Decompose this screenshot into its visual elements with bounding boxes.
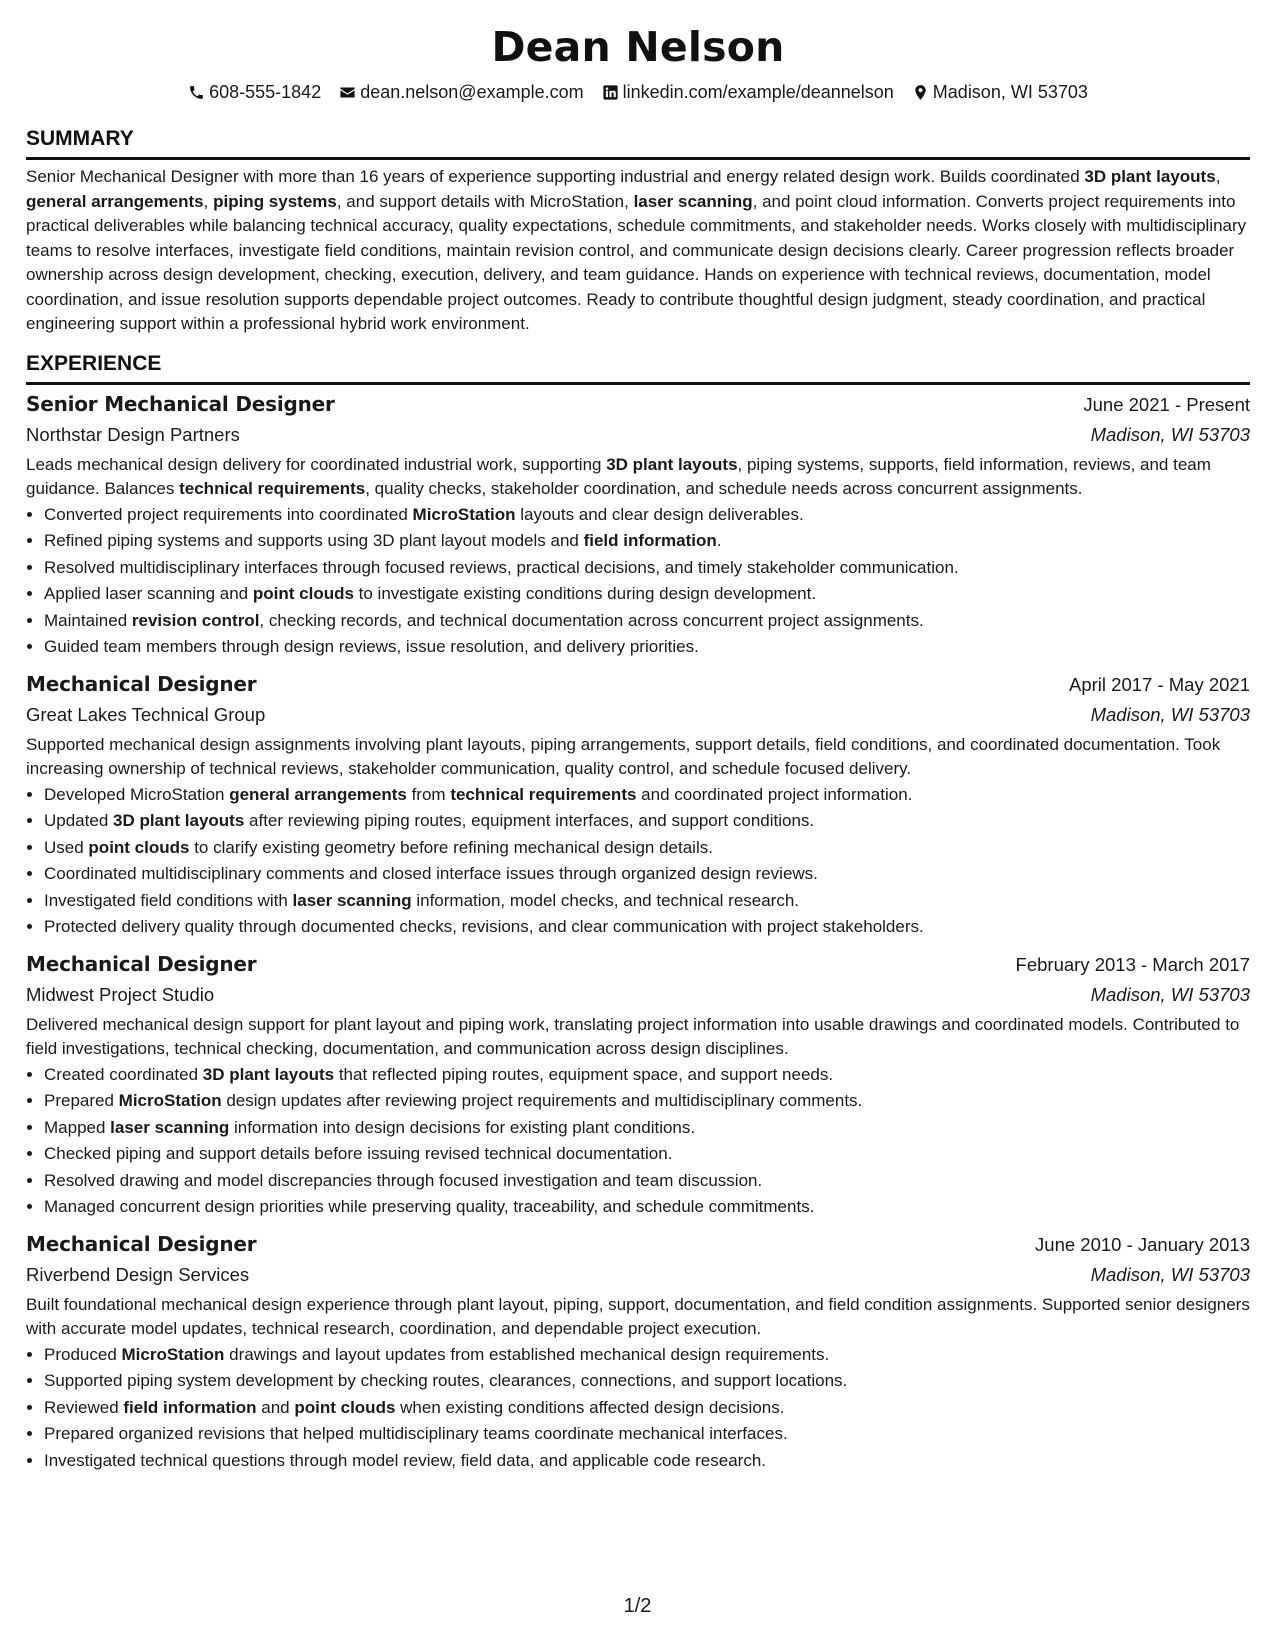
job-company: Northstar Design Partners (26, 423, 240, 445)
job-bullets (26, 782, 1250, 941)
job-location: Madison, WI 53703 (1090, 1263, 1250, 1285)
job-location: Madison, WI 53703 (1090, 703, 1250, 725)
emphasis-text: MicroStation (412, 504, 516, 524)
bullet-item: • Maintained revision control, checking records, and technical documentation across concurrent project assignments. (44, 608, 1250, 635)
job-company: Riverbend Design Services (26, 1263, 250, 1285)
phone-icon (188, 84, 205, 101)
job-entry (26, 389, 1250, 661)
job-description: Delivered mechanical design support for plant layout and piping work, translating project information into usable drawings and coordinated models. Contributed to field investigations, technical checking, documentation, and communication across design disciplines. (26, 1014, 1240, 1058)
bullet-item: • Created coordinated 3D plant layouts that reflected piping routes, equipment space, and support needs. (44, 1062, 1250, 1089)
job-description: Supported mechanical design assignments involving plant layouts, piping arrangements, support details, field conditions, and coordinated documentation. Took increasing ownership of technical reviews, stakeholder communication, quality control, and schedule focused delivery. (26, 734, 1221, 778)
emphasis-text: laser scanning (110, 1117, 230, 1137)
job-title: Senior Mechanical Designer (26, 391, 335, 416)
bullet-item: • Supported piping system development by checking routes, clearances, connections, and support locations. (44, 1368, 1250, 1395)
job-title: Mechanical Designer (26, 951, 257, 976)
bullet-item: • Coordinated multidisciplinary comments and closed interface issues through organized design reviews. (44, 861, 1250, 888)
linkedin-url[interactable]: linkedin.com/example/deannelson (622, 82, 894, 102)
job-description: Built foundational mechanical design experience through plant layout, piping, support, documentation, and field condition assignments. Supported senior designers with accurate model updates, technical research, coordination, and dependable project execution. (26, 1294, 1250, 1338)
candidate-name: Dean Nelson (491, 23, 785, 71)
job-description: Leads mechanical design delivery for coordinated industrial work, supporting 3D plant layouts, piping systems, supports, field information, reviews, and team guidance. Balances technical requirements, quality checks, stakeholder coordination, and schedule needs across concurrent assignments. (26, 454, 1211, 498)
bullet-item: • Converted project requirements into coordinated MicroStation layouts and clear design deliverables. (44, 502, 1250, 529)
job-bullets (26, 1342, 1250, 1475)
section-divider (26, 382, 1250, 385)
email-address[interactable]: dean.nelson@example.com (360, 82, 584, 102)
job-bullets (26, 1062, 1250, 1221)
emphasis-text: 3D plant layouts (606, 454, 738, 474)
emphasis-text: revision control (131, 610, 260, 630)
resume-page (26, 22, 1250, 1474)
bullet-item: • Produced MicroStation drawings and layout updates from established mechanical design requirements. (44, 1342, 1250, 1369)
summary-text: Senior Mechanical Designer with more than 16 years of experience supporting industrial and energy related design work. Builds coordinated 3D plant layouts, general arrangements, piping systems, and support details with MicroStation, laser scanning, and point cloud information. Converts project requirements into practical deliverables while balancing technical accuracy, quality expectations, schedule commitments, and stakeholder needs. Works closely with multidisciplinary teams to resolve interfaces, investigate field conditions, maintain revision control, and communicate design decisions clearly. Career progression reflects broader ownership across design development, checking, execution, delivery, and team guidance. Hands on experience with technical reviews, documentation, model coordination, and issue resolution supports dependable project outcomes. Ready to contribute thoughtful design judgment, steady coordination, and practical engineering support within a professional hybrid work environment. (26, 167, 1247, 333)
job-dates: June 2021 - Present (1083, 393, 1250, 415)
bullet-item: • Applied laser scanning and point clouds to investigate existing conditions during design development. (44, 581, 1250, 608)
job-company: Great Lakes Technical Group (26, 703, 266, 725)
job-company: Midwest Project Studio (26, 983, 215, 1005)
job-title: Mechanical Designer (26, 671, 257, 696)
bullet-item: • Resolved multidisciplinary interfaces through focused reviews, practical decisions, and timely stakeholder communication. (44, 555, 1250, 582)
bullet-item: • Developed MicroStation general arrangements from technical requirements and coordinated project information. (44, 782, 1250, 809)
bullet-item: • Refined piping systems and supports using 3D plant layout models and field information. (44, 528, 1250, 555)
job-entry (26, 1229, 1250, 1475)
emphasis-text: technical requirements (179, 478, 366, 498)
experience-section (26, 351, 1250, 1475)
bullet-item: • Resolved drawing and model discrepancies through focused investigation and team discussion. (44, 1168, 1250, 1195)
emphasis-text: point clouds (88, 837, 190, 857)
emphasis-text: point clouds (252, 584, 354, 603)
emphasis-text: MicroStation (121, 1344, 225, 1364)
emphasis-text: general arrangements (26, 191, 204, 211)
emphasis-text: field information (583, 531, 717, 550)
bullet-item: • Checked piping and support details before issuing revised technical documentation. (44, 1141, 1250, 1168)
emphasis-text: field information (123, 1397, 257, 1417)
location-text: Madison, WI 53703 (932, 82, 1088, 102)
contact-linkedin (602, 80, 894, 104)
emphasis-text: laser scanning (292, 890, 412, 910)
bullet-item: • Used point clouds to clarify existing geometry before refining mechanical design details. (44, 835, 1250, 862)
bullet-item: • Investigated technical questions through model review, field data, and applicable code research. (44, 1448, 1250, 1475)
bullet-item: • Investigated field conditions with laser scanning information, model checks, and technical research. (44, 888, 1250, 915)
experience-heading: EXPERIENCE (26, 351, 162, 375)
bullet-item: • Reviewed field information and point clouds when existing conditions affected design decisions. (44, 1395, 1250, 1422)
bullet-item: • Prepared organized revisions that helped multidisciplinary teams coordinate mechanical interfaces. (44, 1421, 1250, 1448)
summary-section (26, 126, 1250, 337)
bullet-item: • Prepared MicroStation design updates after reviewing project requirements and multidisciplinary comments. (44, 1088, 1250, 1115)
page-number: 1/2 (623, 1595, 652, 1617)
emphasis-text: 3D plant layouts (202, 1064, 335, 1084)
emphasis-text: laser scanning (633, 191, 753, 211)
emphasis-text: 3D plant layouts (113, 811, 245, 830)
summary-heading: SUMMARY (26, 127, 134, 150)
job-dates: June 2010 - January 2013 (1035, 1233, 1250, 1255)
emphasis-text: piping systems (213, 191, 337, 211)
section-divider (26, 157, 1250, 160)
linkedin-icon (602, 84, 619, 101)
bullet-item: • Updated 3D plant layouts after reviewing piping routes, equipment interfaces, and support conditions. (44, 808, 1250, 835)
envelope-icon (339, 84, 356, 101)
emphasis-text: point clouds (294, 1397, 396, 1417)
phone-number[interactable]: 608-555-1842 (209, 82, 322, 102)
job-dates: April 2017 - May 2021 (1069, 673, 1250, 695)
emphasis-text: MicroStation (118, 1091, 222, 1110)
emphasis-text: technical requirements (450, 784, 637, 804)
bullet-item: • Mapped laser scanning information into design decisions for existing plant conditions. (44, 1115, 1250, 1142)
contact-bar (26, 80, 1250, 104)
contact-location (912, 80, 1088, 104)
map-pin-icon (912, 84, 929, 101)
job-dates: February 2013 - March 2017 (1015, 953, 1250, 975)
job-entry (26, 669, 1250, 941)
emphasis-text: 3D plant layouts (1084, 167, 1216, 186)
emphasis-text: general arrangements (229, 784, 407, 804)
bullet-item: • Guided team members through design reviews, issue resolution, and delivery priorities. (44, 634, 1250, 661)
job-location: Madison, WI 53703 (1090, 983, 1250, 1005)
bullet-item: • Managed concurrent design priorities while preserving quality, traceability, and schedule commitments. (44, 1194, 1250, 1221)
job-bullets (26, 502, 1250, 661)
job-location: Madison, WI 53703 (1090, 423, 1250, 445)
contact-email (339, 80, 583, 104)
job-entry (26, 949, 1250, 1221)
job-title: Mechanical Designer (26, 1231, 257, 1256)
contact-phone (188, 80, 321, 104)
bullet-item: • Protected delivery quality through documented checks, revisions, and clear communication with project stakeholders. (44, 914, 1250, 941)
